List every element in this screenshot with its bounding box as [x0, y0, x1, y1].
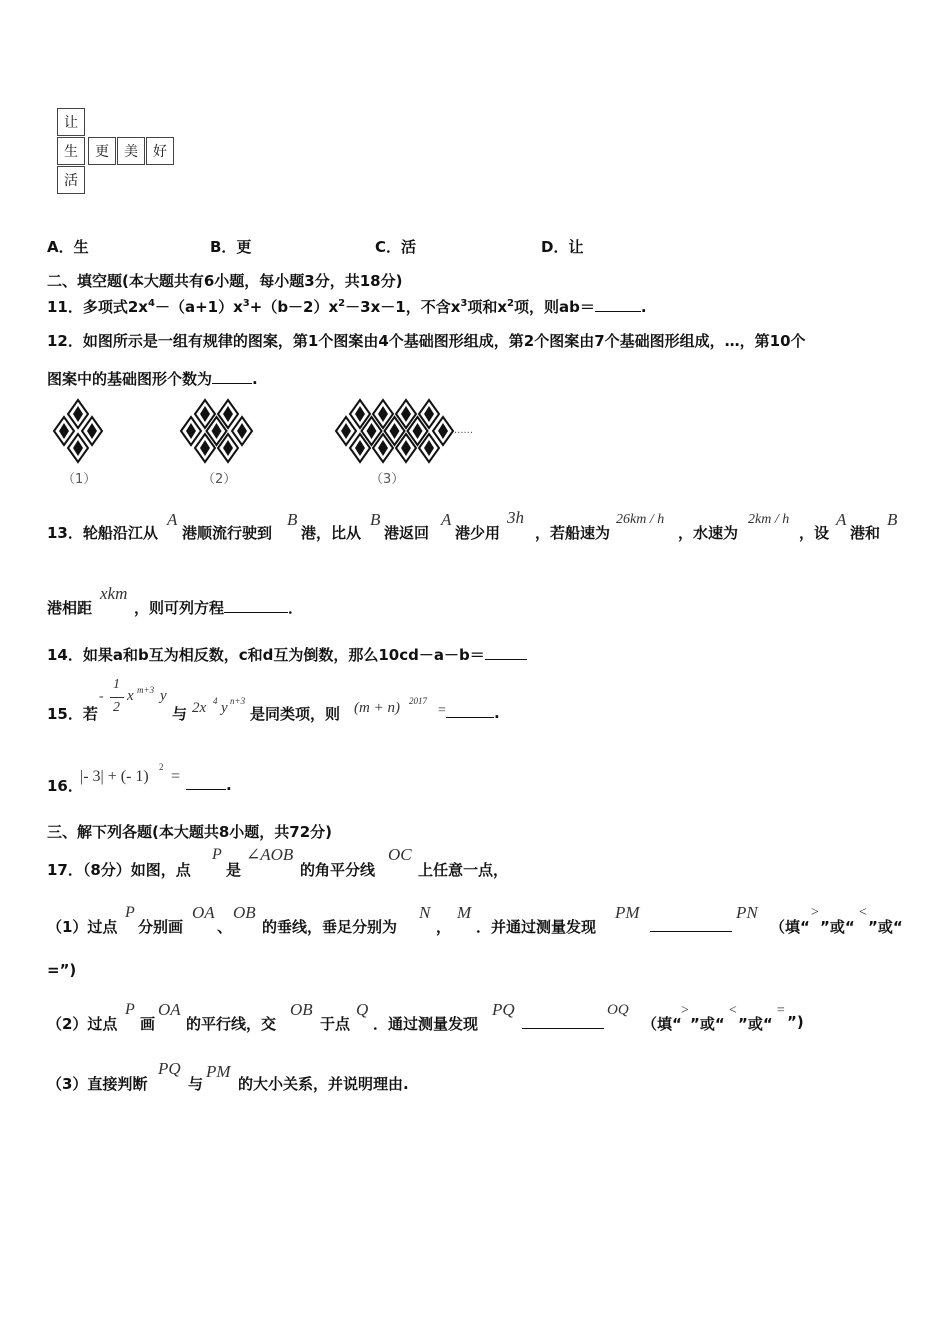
q17-2-OQ: OQ: [607, 1002, 629, 1018]
section3-title: 三、解下列各题(本大题共8小题，共72分): [47, 823, 333, 841]
question-11: [47, 296, 647, 317]
q17-1-gt: >: [810, 905, 820, 920]
q13-p9: 港和: [850, 524, 881, 542]
pattern-2-unit-5: [181, 417, 201, 445]
q15-term2: 2x: [192, 700, 207, 716]
q17-p3: 的角平分线: [300, 861, 376, 879]
q15-mid: 与: [172, 705, 188, 723]
q17-1-OA: OA: [192, 903, 215, 922]
pattern-figure: [40, 395, 490, 490]
net-cell-sheng: 生: [57, 137, 85, 165]
q13-line2b-text: ，则可列方程: [134, 599, 225, 617]
pattern-1-unit-2: [68, 434, 88, 462]
q13-p7: ，水速为: [678, 524, 739, 542]
q11-sup-3b: 3: [460, 298, 468, 309]
q17-2-Q: Q: [356, 1000, 369, 1019]
q17-angle: ∠AOB: [246, 845, 294, 864]
question-12-line2: [47, 368, 258, 389]
q11-sup-3: 3: [242, 298, 250, 309]
q11-sup-2: 2: [338, 298, 346, 309]
q17-1-p3: 的垂线，垂足分别为: [262, 918, 398, 936]
pattern-1-unit-3: [54, 417, 74, 445]
q15-exp2: 4: [213, 696, 218, 706]
net-cell-hao: 好: [146, 137, 174, 165]
q17-2-p4: 于点: [320, 1015, 351, 1033]
option-d: D．让: [541, 238, 584, 256]
q17-2-OB: OB: [290, 1000, 313, 1019]
q17-1-p4: ．并通过测量发现: [476, 918, 597, 936]
q17-P: P: [212, 846, 222, 863]
q13-p3: 港，比从: [301, 524, 362, 542]
q13-A2: A: [441, 510, 452, 529]
q13-p6: ，若船速为: [535, 524, 611, 542]
q15-y: y: [160, 688, 167, 704]
pattern-2-unit-6: [232, 417, 252, 445]
q17-2-PQ: PQ: [492, 1000, 515, 1019]
q13-boat-speed: 26km / h: [616, 512, 665, 527]
q17-2-OA: OA: [158, 1000, 181, 1019]
q17-3-p3: 的大小关系，并说明理由.: [238, 1075, 409, 1093]
q17-2-answer-blank[interactable]: [522, 1014, 604, 1029]
q17-1-PN: PN: [736, 903, 758, 922]
q13-p8: ，设: [799, 524, 830, 542]
q13-end: ．: [288, 599, 304, 617]
q17-OC: OC: [388, 845, 412, 864]
q15-x: x: [127, 688, 134, 704]
q17-3-p2: 与: [188, 1075, 204, 1093]
q13-p1: 13．轮船沿江从: [47, 524, 158, 542]
q11-text-f: 项，则ab＝: [514, 298, 595, 316]
option-c: C．活: [375, 238, 417, 256]
q12-end: .: [252, 370, 258, 388]
q13-B2: B: [370, 510, 381, 529]
q15-after: 是同类项，则: [250, 705, 341, 723]
q11-text-d: －3x－1，不含x: [345, 298, 461, 316]
q11-text-c: +（b－2）x: [249, 298, 339, 316]
q17-1-N: N: [419, 903, 431, 922]
q15-neg: -: [99, 689, 104, 704]
pattern-1-unit-4: [82, 417, 102, 445]
q15-answer: [446, 703, 500, 722]
q16-num: 16．: [47, 777, 83, 795]
q17-1-p5: （填“: [770, 918, 810, 936]
q17-2-p2: 画: [140, 1015, 156, 1033]
q17-3-PM: PM: [206, 1062, 231, 1081]
q15-frac-bar: [110, 697, 124, 698]
pattern-3-unit-10: [433, 417, 453, 445]
question-12-line1: 12．如图所示是一组有规律的图案，第1个图案由4个基础图形组成，第2个图案由7个基础图形组成，…，第10个: [47, 332, 806, 350]
q15-answer-blank[interactable]: [446, 703, 494, 718]
q14-answer-blank[interactable]: [485, 645, 527, 660]
q17-3-PQ: PQ: [158, 1059, 181, 1078]
q17-2-lt: <: [728, 1003, 738, 1018]
q13-A3: A: [836, 510, 847, 529]
q17-2-gt: >: [680, 1003, 690, 1018]
pattern-3-unit-9: [336, 417, 356, 445]
q17-p2: 是: [226, 861, 242, 879]
q17-1-p6: ”或“: [820, 918, 855, 936]
q17-2-p5: ．通过测量发现: [373, 1015, 479, 1033]
q15-end: .: [494, 704, 500, 722]
q12-answer-blank[interactable]: [212, 369, 252, 384]
pattern-label-3: （3）: [370, 472, 405, 487]
q13-p2: 港顺流行驶到: [182, 524, 273, 542]
q17-2-P: P: [125, 1001, 135, 1018]
q16-expr: |- 3| + (- 1): [80, 768, 149, 785]
q13-B1: B: [287, 510, 298, 529]
q16-answer-blank[interactable]: [186, 775, 226, 790]
q16-end: .: [226, 776, 232, 794]
q13-line2a: 港相距: [47, 599, 93, 617]
q17-2-eq: =: [776, 1003, 786, 1018]
q17-2-p7: ”或“: [690, 1015, 725, 1033]
q16-answer: [186, 775, 232, 794]
q17-1-answer-blank[interactable]: [650, 917, 732, 932]
q17-1-lt: <: [858, 905, 868, 920]
pattern-label-1: （1）: [62, 472, 97, 487]
q13-p5: 港少用: [455, 524, 501, 542]
pattern-continuation-dots: ······: [454, 428, 474, 439]
q15-y2: y: [221, 700, 228, 716]
q15-exp4: 2017: [409, 696, 427, 706]
q11-sup-4: 4: [148, 298, 155, 309]
q17-1-sep: 、: [217, 918, 233, 936]
question-13-line1: [47, 522, 158, 543]
q11-end: .: [640, 298, 647, 316]
q13-distance: xkm: [100, 584, 128, 603]
pattern-label-2: （2）: [202, 472, 237, 487]
q13-time: 3h: [507, 508, 524, 527]
pattern-1-unit-1: [68, 400, 88, 428]
q15-frac-den: 2: [113, 700, 120, 715]
q17-1-P: P: [125, 904, 135, 921]
q11-num: 11．: [47, 298, 83, 316]
option-b: B．更: [210, 238, 252, 256]
option-a: A．生: [47, 238, 89, 256]
q17-1-OB: OB: [233, 903, 256, 922]
q11-text-a: 多项式2x: [82, 298, 148, 316]
q15-frac-num: 1: [113, 677, 120, 692]
q17-1-p2: 分别画: [138, 918, 184, 936]
q17-p1: 17．（8分）如图，点: [47, 861, 191, 879]
q17-1-comma: ，: [436, 918, 452, 936]
q12-line2-text: 图案中的基础图形个数为: [47, 370, 213, 388]
net-cell-huo: 活: [57, 166, 85, 194]
net-cell-geng: 更: [88, 137, 116, 165]
q15-paren: (m + n): [354, 700, 400, 716]
q17-2-p8: ”或“: [738, 1015, 773, 1033]
q17-1-p7: ”或“: [868, 918, 903, 936]
q13-p4: 港返回: [384, 524, 430, 542]
q13-water-speed: 2km / h: [748, 512, 790, 527]
q17-p4: 上任意一点，: [418, 861, 509, 879]
q11-sup-2b: 2: [507, 298, 514, 309]
q13-answer-blank[interactable]: [224, 598, 288, 613]
q15-eq: =: [437, 703, 447, 718]
q17-2-p1: （2）过点: [47, 1015, 118, 1033]
net-cell-mei: 美: [117, 137, 145, 165]
net-cell-rang: 让: [57, 108, 85, 136]
section2-title: 二、填空题(本大题共有6小题，每小题3分，共18分): [47, 272, 403, 290]
q15-num: 15．若: [47, 705, 98, 723]
q13-B3: B: [887, 510, 898, 529]
q17-1-M: M: [457, 903, 472, 922]
q11-text-b: －（a+1）x: [154, 298, 243, 316]
q17-1-PM: PM: [615, 903, 640, 922]
q16-eq: =: [171, 768, 181, 785]
q17-2-p3: 的平行线，交: [186, 1015, 277, 1033]
q15-exp1: m+3: [137, 685, 155, 695]
q17-2-p6: （填“: [642, 1015, 682, 1033]
q13-A1: A: [167, 510, 178, 529]
q11-text-e: 项和x: [467, 298, 508, 316]
q16-sup: 2: [159, 762, 164, 772]
q17-1-p1: （1）过点: [47, 918, 118, 936]
question-14: [47, 644, 527, 665]
q17-3-p1: （3）直接判断: [47, 1075, 148, 1093]
q15-exp3: n+3: [230, 696, 246, 706]
q13-line2b: [134, 597, 303, 618]
q17-1-line2: =”): [47, 961, 77, 979]
q11-answer-blank[interactable]: [595, 297, 641, 312]
q17-2-p9: ”): [787, 1013, 804, 1031]
q14-text: 14．如果a和b互为相反数，c和d互为倒数，那么10cd－a－b＝: [47, 646, 485, 664]
